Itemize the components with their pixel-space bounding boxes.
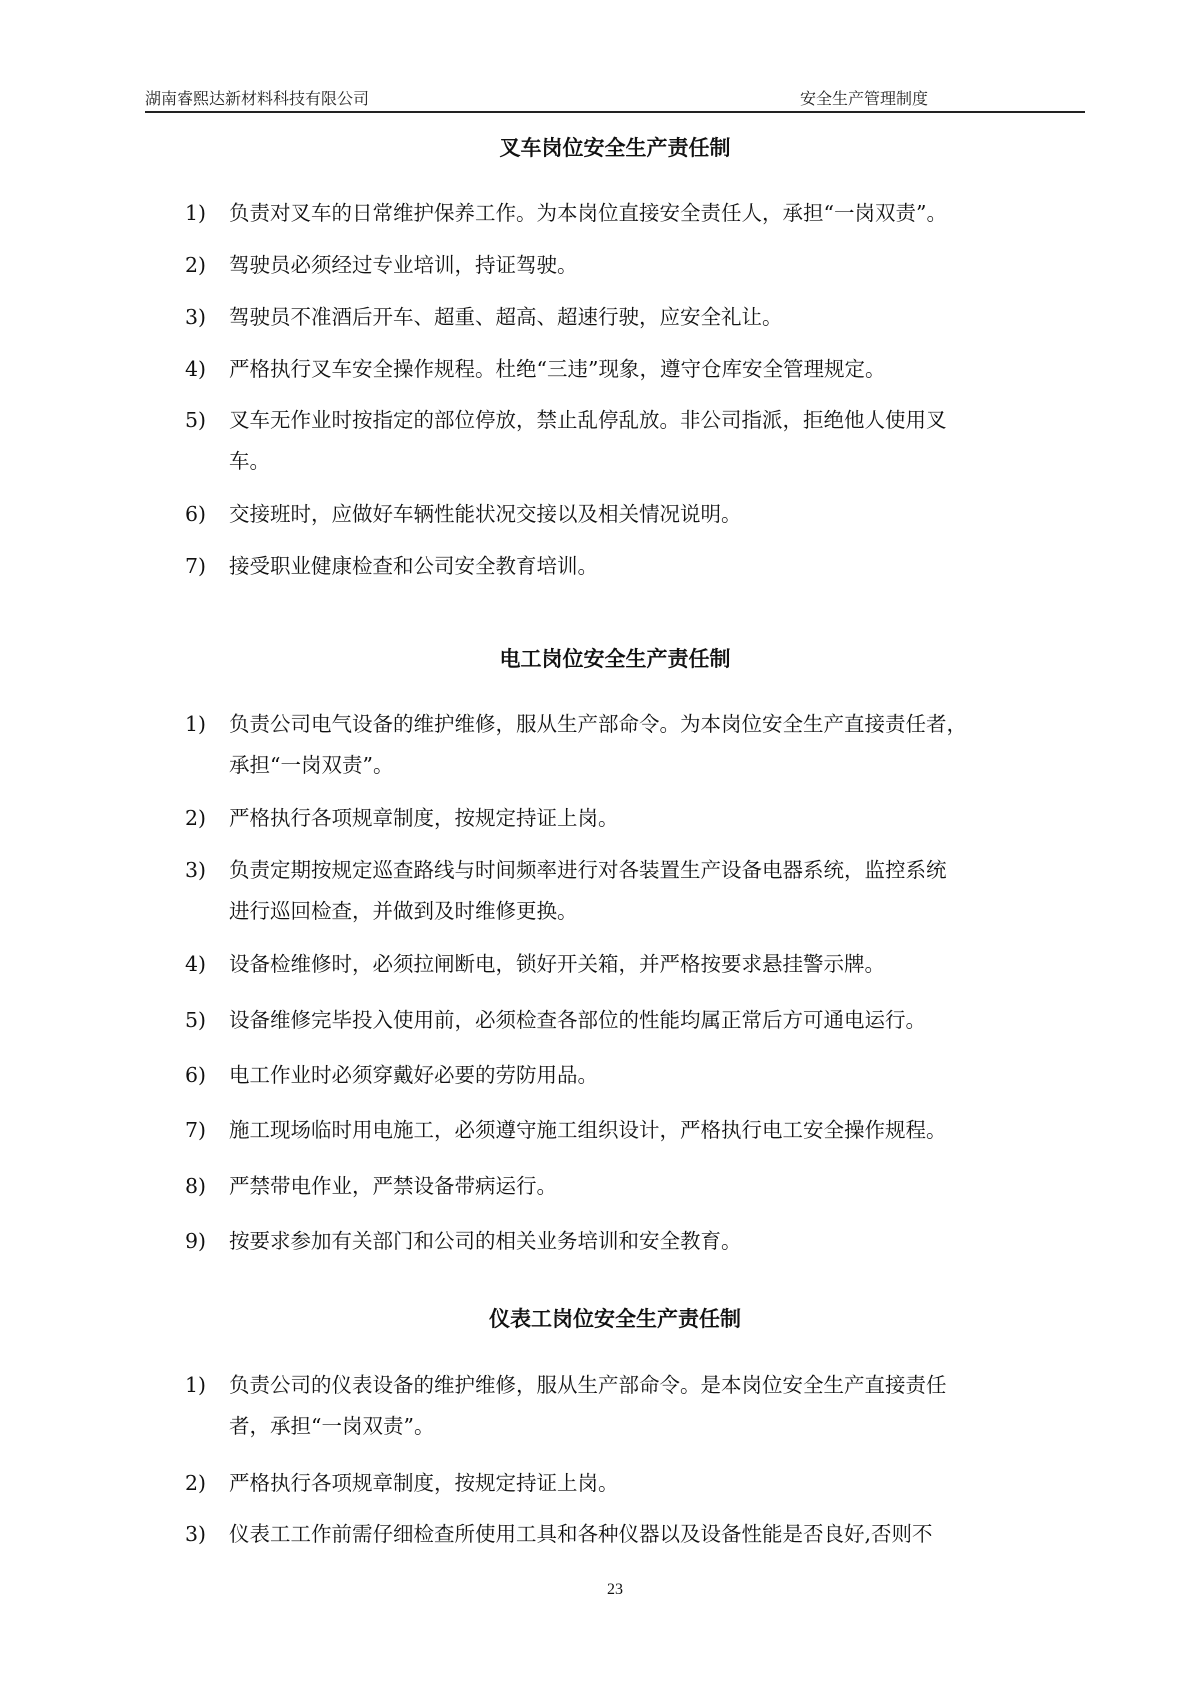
item-number: 7) [185,554,207,578]
item-text: 负责定期按规定巡查路线与时间频率进行对各装置生产设备电器系统，监控系统 进行巡回检查，并做到及时维修更换。 [229,858,947,923]
item-text: 仪表工工作前需仔细检查所使用工具和各种仪器以及设备性能是否良好,否则不 [229,1522,933,1546]
section-title: 电工岗位安全生产责任制 [499,646,731,671]
item-text: 设备检维修时，必须拉闸断电，锁好开关箱，并严格按要求悬挂警示牌。 [229,952,885,976]
page-header [145,86,1085,114]
item-text: 严格执行叉车安全操作规程。杜绝“三违”现象，遵守仓库安全管理规定。 [229,357,886,381]
item-number: 7) [185,1118,207,1142]
item-number: 6) [185,502,207,526]
item-text: 严格执行各项规章制度，按规定持证上岗。 [229,1471,619,1495]
item-number: 3) [185,858,207,882]
header-divider [145,111,1085,113]
item-number: 5) [185,408,207,432]
item-number: 1) [185,1373,207,1397]
item-number: 3) [185,305,207,329]
item-text: 交接班时，应做好车辆性能状况交接以及相关情况说明。 [229,502,742,526]
item-text: 施工现场临时用电施工，必须遵守施工组织设计，严格执行电工安全操作规程。 [229,1118,947,1142]
item-number: 2) [185,253,207,277]
section-title: 叉车岗位安全生产责任制 [499,135,731,160]
item-number: 4) [185,357,207,381]
item-number: 2) [185,1471,207,1495]
item-number: 4) [185,952,207,976]
item-number: 2) [185,806,207,830]
item-number: 1) [185,712,207,736]
item-text: 严格执行各项规章制度，按规定持证上岗。 [229,806,619,830]
item-text: 驾驶员不准酒后开车、超重、超高、超速行驶，应安全礼让。 [229,305,783,329]
item-text: 按要求参加有关部门和公司的相关业务培训和安全教育。 [229,1229,742,1253]
item-text: 负责公司电气设备的维护维修，服从生产部命令。为本岗位安全生产直接责任者， 承担“一岗双责”。 [229,712,967,777]
item-text: 负责对叉车的日常维护保养工作。为本岗位直接安全责任人，承担“一岗双责”。 [229,201,947,225]
item-text: 负责公司的仪表设备的维护维修，服从生产部命令。是本岗位安全生产直接责任 者，承担“一岗双责”。 [229,1373,947,1438]
item-text: 接受职业健康检查和公司安全教育培训。 [229,554,598,578]
item-number: 1) [185,201,207,225]
item-number: 9) [185,1229,207,1253]
item-text: 严禁带电作业，严禁设备带病运行。 [229,1174,557,1198]
header-document-title: 安全生产管理制度 [800,89,929,108]
item-number: 8) [185,1174,207,1198]
item-text: 电工作业时必须穿戴好必要的劳防用品。 [229,1063,598,1087]
item-number: 5) [185,1008,207,1032]
item-number: 6) [185,1063,207,1087]
page-number: 23 [607,1581,623,1598]
item-number: 3) [185,1522,207,1546]
item-text: 设备维修完毕投入使用前，必须检查各部位的性能均属正常后方可通电运行。 [229,1008,926,1032]
item-text: 叉车无作业时按指定的部位停放，禁止乱停乱放。非公司指派，拒绝他人使用叉 车。 [229,408,947,473]
item-text: 驾驶员必须经过专业培训，持证驾驶。 [229,253,578,277]
header-company-name: 湖南睿熙达新材料科技有限公司 [145,89,370,108]
section-title: 仪表工岗位安全生产责任制 [489,1306,741,1331]
